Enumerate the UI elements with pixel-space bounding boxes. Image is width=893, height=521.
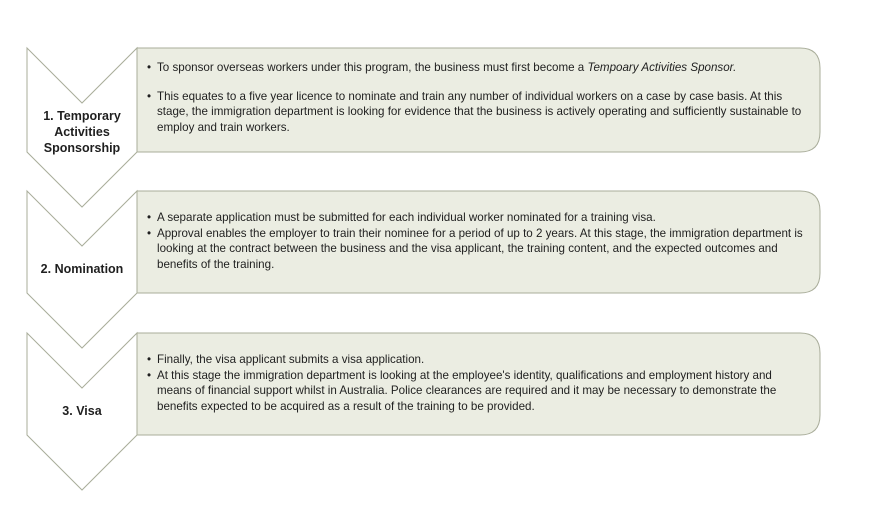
- step-1-details: [137, 50, 819, 141]
- step-2-bullet-2: • Approval enables the employer to train their nominee for a period of up to 2 years. At this stage, the immigration department is looking at the contract between the business and the visa applicant, the training content, and the expected outcomes and benefits of the training.: [147, 226, 809, 273]
- step-2-bullet-1: • A separate application must be submitted for each individual worker nominated for a training visa.: [147, 210, 809, 226]
- step-1-bullet-1: • To sponsor overseas workers under this program, the business must first become a Tempoary Activities Sponsor.: [147, 60, 809, 76]
- step-1-label: 1. Temporary Activities Sponsorship: [43, 109, 121, 155]
- step-3-label: 3. Visa: [62, 404, 102, 418]
- step-2-label: 2. Nomination: [40, 262, 124, 276]
- step-3-bullet-1: • Finally, the visa applicant submits a visa application.: [147, 352, 809, 368]
- step-3-details: [137, 342, 819, 420]
- step-1-bullet-1-emphasis: Tempoary Activities Sponsor.: [587, 61, 737, 74]
- step-3-bullet-2: • At this stage the immigration department is looking at the employee's identity, qualifications and employment history and means of financial support whilst in Australia. Police clearances are required and it may be necessary to demonstrate the benefits expected to be acquired as a result of the training to be provided.: [147, 368, 809, 415]
- step-1-bullet-2: • This equates to a five year licence to nominate and train any number of individual workers on a case by case basis. At this stage, the immigration department is looking for evidence that the business is actively operating and sufficiently sustainable to employ and train workers.: [147, 89, 809, 136]
- step-2-details: [137, 200, 819, 278]
